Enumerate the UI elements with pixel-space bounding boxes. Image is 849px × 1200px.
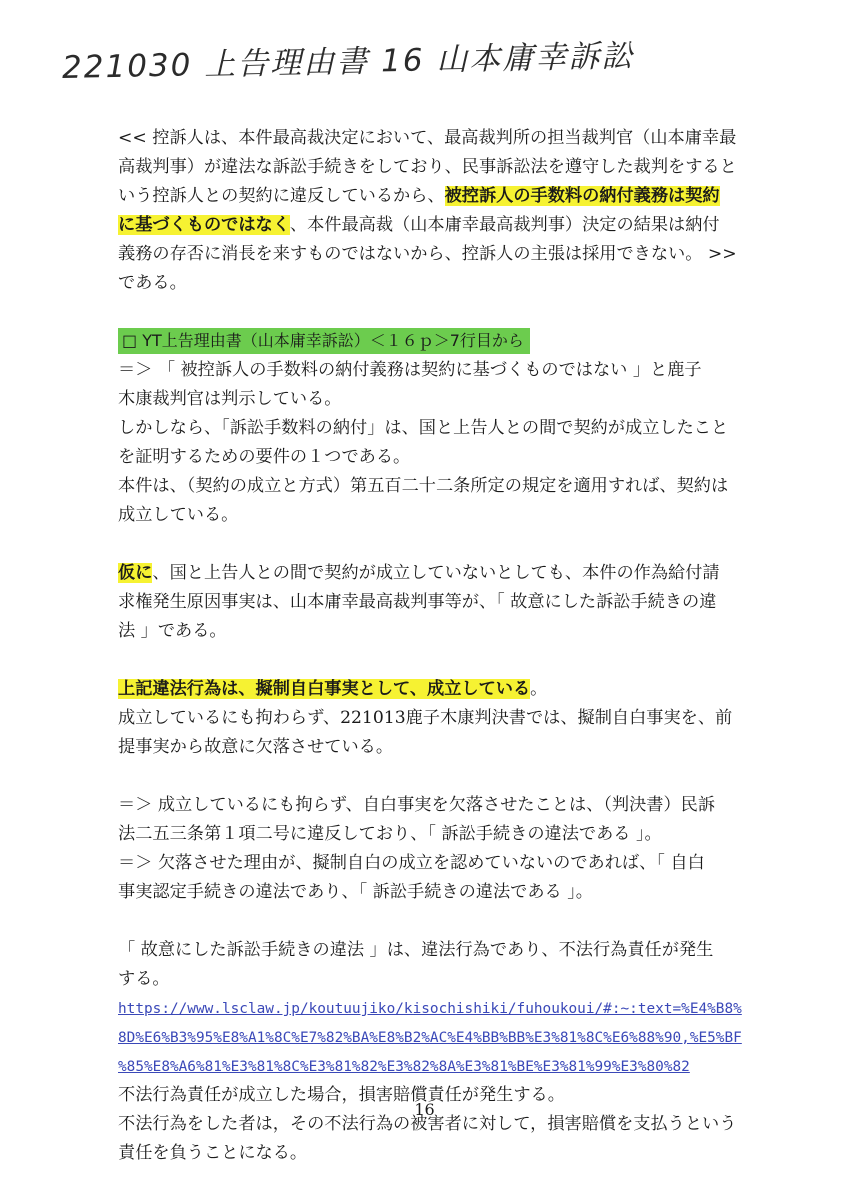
text-line — [118, 211, 786, 240]
text-span: 、本件最高裁（山本庸幸最高裁判事）決定の結果は納付 — [289, 215, 720, 235]
page-number: 16 — [414, 1100, 435, 1119]
section-heading-line — [118, 327, 786, 356]
paragraph-arguments — [118, 791, 786, 907]
text-line: である。 — [118, 273, 187, 293]
text-span: いう控訴人との契約に違反しているから、 — [118, 186, 445, 206]
text-line: ＝＞ 成立しているにも拘らず、自白事実を欠落させたことは、（判決書）民訴 — [118, 795, 716, 815]
reference-link-line[interactable] — [118, 1023, 786, 1052]
text-span: 。 — [530, 679, 548, 699]
paragraph-quote — [118, 124, 786, 298]
handwritten-title: 221030 上告理由書 16 山本庸幸訴訟 — [61, 38, 635, 86]
highlighted-text: 被控訴人の手数料の納付義務は契約 — [444, 186, 720, 206]
text-line: 高裁判事）が違法な訴訟手続きをしており、民事訴訟法を遵守した裁判をすると — [118, 157, 737, 177]
text-line — [118, 182, 786, 211]
text-line — [118, 675, 786, 704]
text-line: 提事実から故意に欠落させている。 — [118, 737, 394, 757]
paragraph-tort — [118, 936, 786, 1168]
paragraph-hypothesis — [118, 559, 786, 646]
text-line: を証明するための要件の１つである。 — [118, 447, 411, 467]
text-line: 責任を負うことになる。 — [118, 1143, 308, 1163]
text-line: しかしなら、「訴訟手数料の納付」は、国と上告人との間で契約が成立したこと — [118, 418, 729, 438]
text-line: 不法行為をした者は，その不法行為の被害者に対して，損害賠償を支払うという — [118, 1114, 737, 1134]
reference-link[interactable]: %85%E8%A6%81%E3%81%8C%E3%81%82%E3%82%8A%E3%81%BE%E3%81%99%E3%80%82 — [118, 1059, 690, 1075]
text-line — [118, 559, 786, 588]
section-heading: □ YT上告理由書（山本庸幸訴訟）＜１６ｐ＞7行目から — [118, 328, 530, 354]
text-line: 求権発生原因事実は、山本庸幸最高裁判事等が、「 故意にした訴訟手続きの違 — [118, 592, 717, 612]
reference-link-line[interactable] — [118, 994, 786, 1023]
text-line: 「 故意にした訴訟手続きの違法 」は、違法行為であり、不法行為責任が発生 — [118, 940, 714, 960]
text-line: 不法行為責任が成立した場合，損害賠償責任が発生する。 — [118, 1085, 565, 1105]
text-line: 事実認定手続きの違法であり、「 訴訟手続きの違法である 」。 — [118, 882, 593, 902]
text-line: << 控訴人は、本件最高裁決定において、最高裁判所の担当裁判官（山本庸幸最 — [118, 128, 737, 148]
text-line: 成立している。 — [118, 505, 239, 525]
text-line: する。 — [118, 969, 170, 989]
reference-link[interactable]: 8D%E6%B3%95%E8%A1%8C%E7%82%BA%E8%B2%AC%E4%BB%BB%E3%81%8C%E6%88%90,%E5%BF — [118, 1030, 742, 1046]
text-line: 木康裁判官は判示している。 — [118, 389, 342, 409]
paragraph-rebuttal — [118, 356, 786, 530]
text-line: 義務の存否に消長を来すものではないから、控訴人の主張は採用できない。 >> — [118, 244, 737, 264]
text-line: ＝＞ 欠落させた理由が、擬制自白の成立を認めていないのであれば、「 自白 — [118, 853, 705, 873]
text-line: 法二五三条第１項二号に違反しており、「 訴訟手続きの違法である 」。 — [118, 824, 662, 844]
reference-link-line[interactable] — [118, 1052, 786, 1081]
text-line: 成立しているにも拘わらず、221013鹿子木康判決書では、擬制自白事実を、前 — [118, 708, 733, 728]
highlighted-text: 上記違法行為は、擬制自白事実として、成立している — [118, 679, 531, 699]
paragraph-violation — [118, 675, 786, 762]
text-span: 、国と上告人との間で契約が成立していないとしても、本件の作為給付請 — [152, 563, 720, 583]
text-line: ＝＞ 「 被控訴人の手数料の納付義務は契約に基づくものではない 」と鹿子 — [118, 360, 702, 380]
highlighted-text: に基づくものではなく — [118, 215, 290, 235]
text-line: 法 」である。 — [118, 621, 227, 641]
text-line: 本件は、（契約の成立と方式）第五百二十二条所定の規定を適用すれば、契約は — [118, 476, 729, 496]
reference-link[interactable]: https://www.lsclaw.jp/koutuujiko/kisochishiki/fuhoukoui/#:~:text=%E4%B8% — [118, 1001, 742, 1017]
highlighted-text: 仮に — [118, 563, 153, 583]
document-body — [118, 124, 786, 1168]
